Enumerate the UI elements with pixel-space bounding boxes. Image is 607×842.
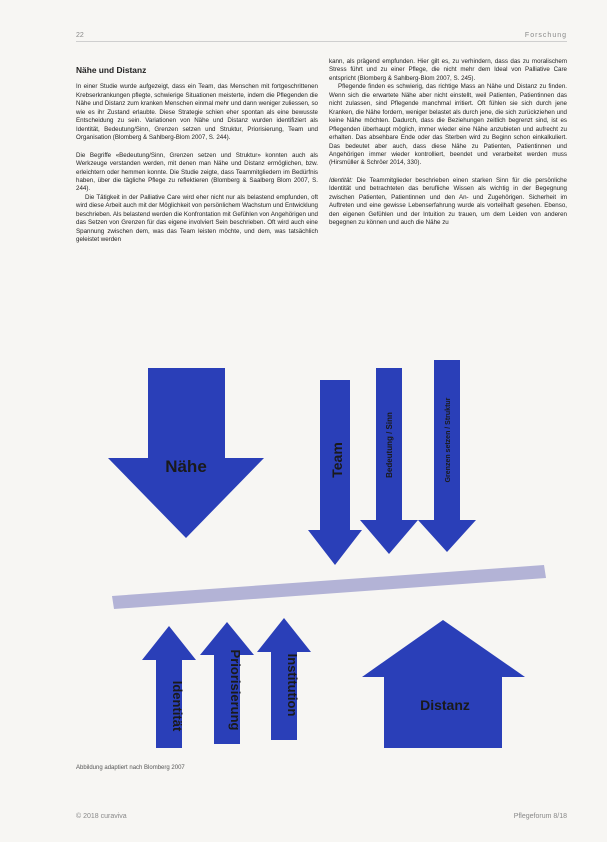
figure-caption: Abbildung adaptiert nach Blomberg 2007: [76, 765, 185, 771]
footer-copyright: © 2018 curaviva: [76, 813, 127, 820]
footer-publication: Pflegeforum 8/18: [513, 813, 567, 820]
paragraph: [329, 177, 567, 228]
paragraph: In einer Studie wurde aufgezeigt, dass ein Team, das Menschen mit fortgeschrittenen Krebserkrankungen pflegte, schwierige Situationen meisterte, indem die Pflegenden die Nähe und Distanz zum kranken Menschen einmal mehr und dann weniger zuliessen, so wie es ihr Zustand erlaubte. Diese Strategie schien eher spontan als eine bewusste Entscheidung zu sein. Variationen von Nähe und Distanz wurden identifiziert als Identität, Bedeutung/Sinn, Grenzen setzen und Struktur, Priorisierung, Team und Organisation (Blomberg & Sahlberg-Blom 2007, S. 244).: [76, 83, 318, 142]
label-bedeutung-sinn: Bedeutung / Sinn: [385, 412, 394, 478]
label-institution: Institution: [285, 653, 300, 717]
left-text-column: [76, 66, 318, 245]
right-text-column: [329, 58, 567, 228]
header-rule: [76, 41, 567, 42]
arrow-institution: [257, 618, 311, 740]
label-grenzen-struktur: Grenzen setzen / Struktur: [445, 397, 452, 483]
paragraph: Pflegende finden es schwierig, das richtige Mass an Nähe und Distanz zu finden. Wenn sich die erwartete Nähe aber nicht einstellt, weil Patienten, Patientinnen das nicht zulassen, sind Pflegende manchmal irritiert. Oft fühlen sie sich durch jene Kranken, die Nähe fordern, weniger belastet als durch jene, die sich zurückziehen und keine Nähe möchten. Dadurch, dass die Beziehungen zeitlich begrenzt sind, ist es Pflegenden überhaupt möglich, immer wieder eine Nähe anzubieten und aufrecht zu erhalten. Das absehbare Ende oder das Sterben wird zu Beginn schon einkalkuliert. Das bedeutet aber auch, dass diese Nähe zu Patienten, Patientinnen und Angehörigen immer wieder kontrolliert, beendet und verarbeitet werden muss (Hirsmüller & Schröer 2014, 330).: [329, 83, 567, 167]
arrow-naehe: [108, 368, 264, 538]
balance-bar: [112, 565, 546, 609]
paragraph: Die Begriffe «Bedeutung/Sinn, Grenzen setzen und Struktur» konnten auch als Werkzeuge verstanden werden, mit denen man Nähe und Distanz ermöglichen, bzw. erleichtern oder hemmen konnte. Die Studie zeigte, dass Teammitgliedern im Bedürfnis haben, über die tägliche Pflege zu reflektieren (Blomberg & Saalberg Blom 2007, S. 244).: [76, 151, 318, 193]
arrow-distanz: [362, 620, 525, 748]
label-naehe: Nähe: [165, 457, 207, 476]
arrow-identitaet: [142, 626, 196, 748]
paragraph-text: Die Teammitglieder beschrieben einen starken Sinn für die persönliche Identität und betrachteten das berufliche Wissen als wichtig in der Begegnung zwischen Patienten, Patientinnen und den An- und Zugehörigen. Sicherheit im Auftreten und eine gewisse Lebenserfahrung wurde als vorteilhaft gesehen. Ebenso, den eigenen Gefühlen und der Intuition zu trauen, um dem Leiden von anderen begegnen zu können und auch die Nähe zu: [329, 176, 567, 227]
proximity-distance-diagram: [100, 360, 570, 755]
term-label: Identität:: [329, 176, 353, 184]
paragraph: kann, als prägend empfunden. Hier gilt es, zu verhindern, dass das zu moralischem Stress führt und zu einer Pflege, die nicht mehr dem Ideal von Palliative Care entspricht (Blomberg & Sahlberg-Blom 2007, S. 245).: [329, 58, 567, 82]
label-distanz: Distanz: [420, 697, 470, 713]
label-priorisierung: Priorisierung: [228, 649, 243, 731]
section-heading: Nähe und Distanz: [76, 65, 147, 75]
label-identitaet: Identität: [170, 680, 185, 732]
paragraph: Die Tätigkeit in der Palliative Care wird eher nicht nur als belastend empfunden, oft wird diese Arbeit auch mit der Möglichkeit von persönlichem Wachstum und Entwicklung beschrieben. Als belastend werden die Konfrontation mit Gefühlen von Angehörigen und das Setzen von Grenzen für das eigene involviert Sein beschrieben. Oft wird auch eine Spannung zwischen dem, was das Team leisten möchte, und dem, was tatsächlich geleistet werden: [76, 193, 318, 244]
label-team: Team: [329, 442, 345, 478]
page-header-number: 22: [76, 32, 84, 39]
page-header-section: Forschung: [524, 32, 567, 39]
arrow-priorisierung: [200, 622, 254, 744]
